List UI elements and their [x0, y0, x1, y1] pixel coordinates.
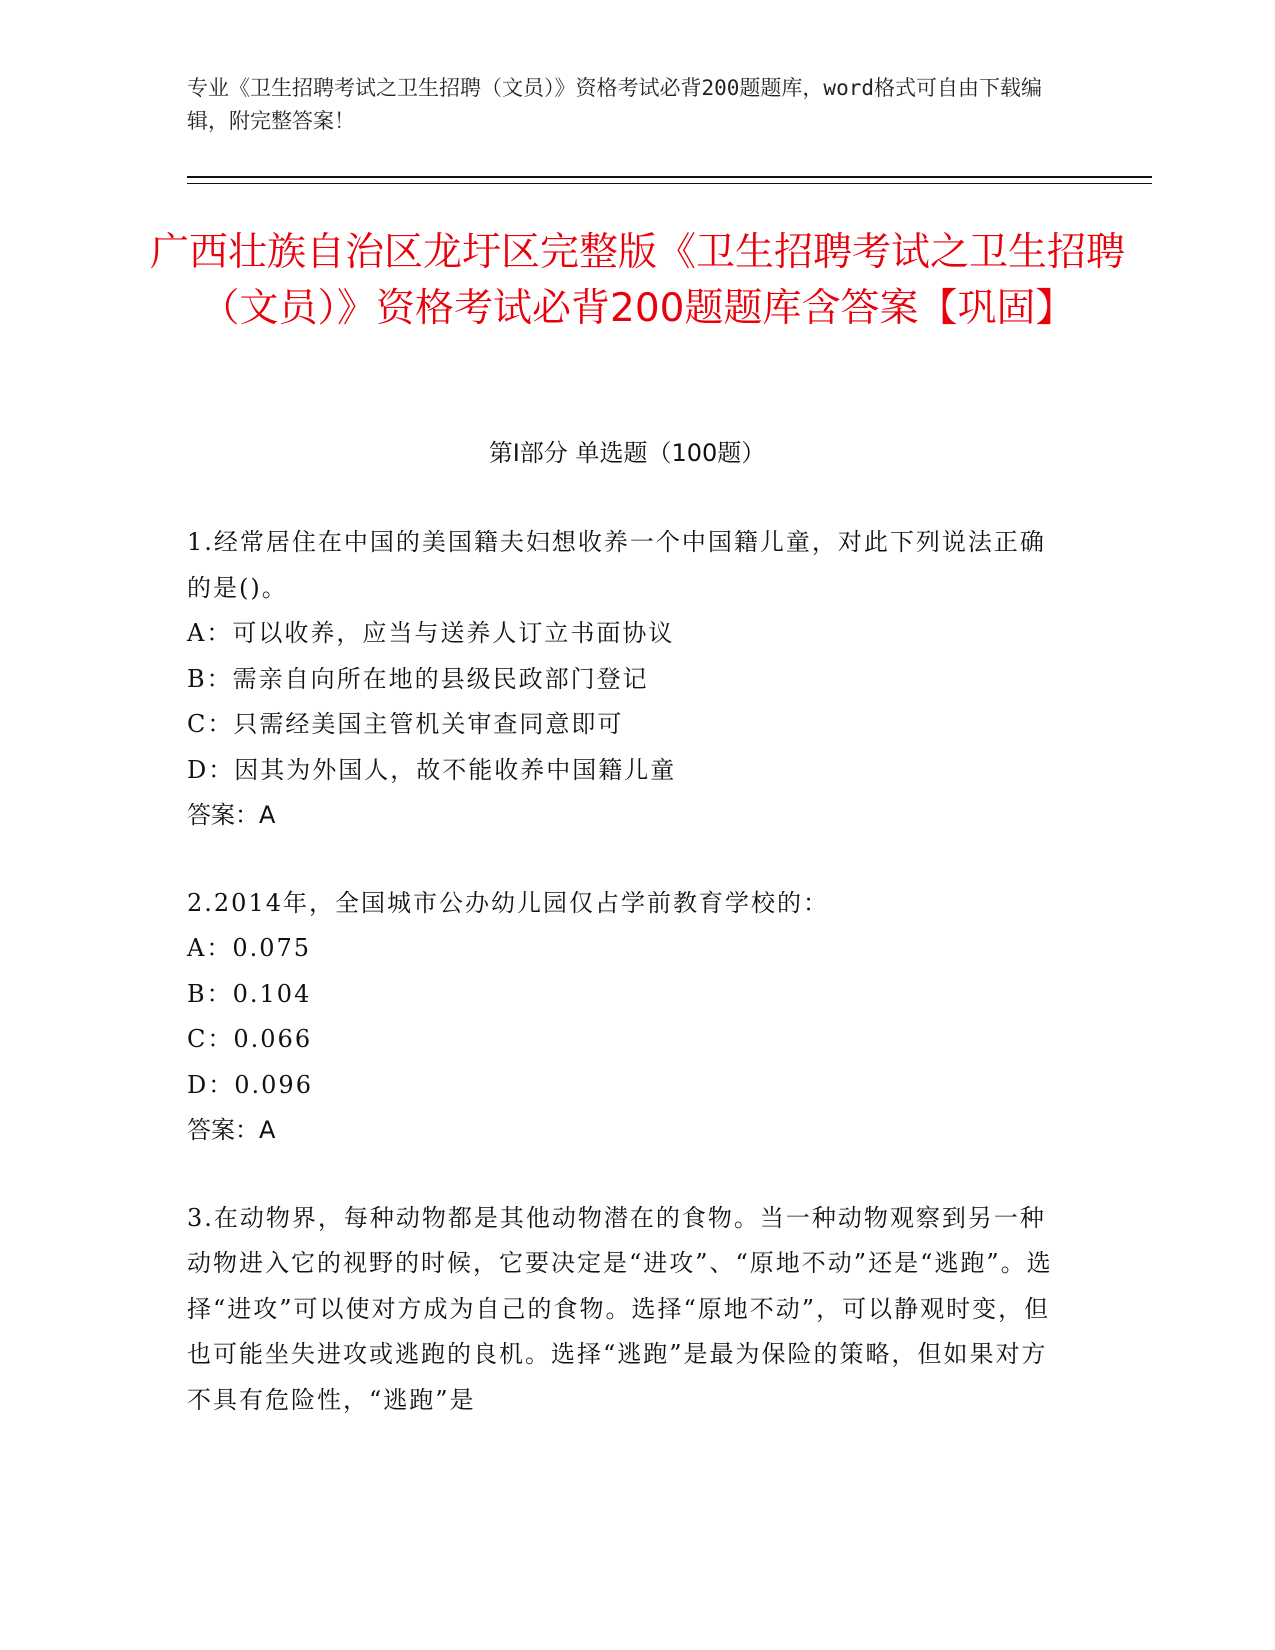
option-c	[187, 1017, 1067, 1063]
question-text: 2.2014年，全国城市公办幼儿园仅占学前教育学校的：	[187, 888, 829, 917]
option-key: B：	[187, 664, 233, 693]
option-text: 只需经美国主管机关审查同意即可	[233, 710, 624, 738]
header-note: 专业《卫生招聘考试之卫生招聘（文员）》资格考试必背200题题库，word格式可自由下载编辑，附完整答案！	[187, 76, 1042, 133]
option-text: 因其为外国人，故不能收养中国籍儿童	[234, 755, 677, 784]
header-divider-thin	[187, 183, 1152, 184]
option-key: B：	[187, 979, 233, 1008]
option-key: D：	[187, 1070, 235, 1099]
option-text: 0.075	[232, 934, 312, 962]
option-a	[187, 611, 1067, 657]
header-divider-thick	[187, 176, 1152, 178]
option-a	[187, 926, 1067, 972]
option-text: 需亲自向所在地的县级民政部门登记	[232, 664, 649, 693]
question-text: 3.在动物界，每种动物都是其他动物潜在的食物。当一种动物观察到另一种动物进入它的视野的时候，它要决定是“进攻”、“原地不动”还是“逃跑”。选择“进攻”可以使对方成为自己的食物。选择“原地不动”，可以静观时变，但也可能坐失进攻或逃跑的良机。选择“逃跑”是最为保险的策略，但如果对方不具有危险性，“逃跑”是	[187, 1203, 1053, 1414]
question-list	[187, 520, 1067, 1465]
option-key: C：	[187, 1025, 234, 1053]
option-d	[187, 748, 1067, 794]
question-text: 1.经常居住在中国的美国籍夫妇想收养一个中国籍儿童，对此下列说法正确的是()。	[187, 528, 1046, 602]
document-title: 广西壮族自治区龙圩区完整版《卫生招聘考试之卫生招聘（文员）》资格考试必背200题题库含答案【巩固】	[150, 230, 1126, 331]
question-2	[187, 881, 1067, 1154]
option-b	[187, 972, 1067, 1018]
option-text: 0.096	[234, 1070, 313, 1099]
option-key: D：	[187, 755, 235, 784]
option-d	[187, 1063, 1067, 1109]
option-text: 可以收养，应当与送养人订立书面协议	[232, 619, 675, 647]
section-title: 第Ⅰ部分 单选题（100题）	[488, 439, 766, 467]
option-text: 0.104	[232, 979, 312, 1008]
question-3	[187, 1196, 1067, 1424]
option-text: 0.066	[233, 1025, 313, 1053]
answer-line: 答案：A	[187, 801, 276, 829]
question-1	[187, 520, 1067, 839]
option-key: A：	[187, 934, 233, 962]
option-b	[187, 657, 1067, 703]
option-key: A：	[187, 619, 233, 647]
option-c	[187, 702, 1067, 748]
option-key: C：	[187, 710, 234, 738]
answer-line: 答案：A	[187, 1116, 276, 1144]
